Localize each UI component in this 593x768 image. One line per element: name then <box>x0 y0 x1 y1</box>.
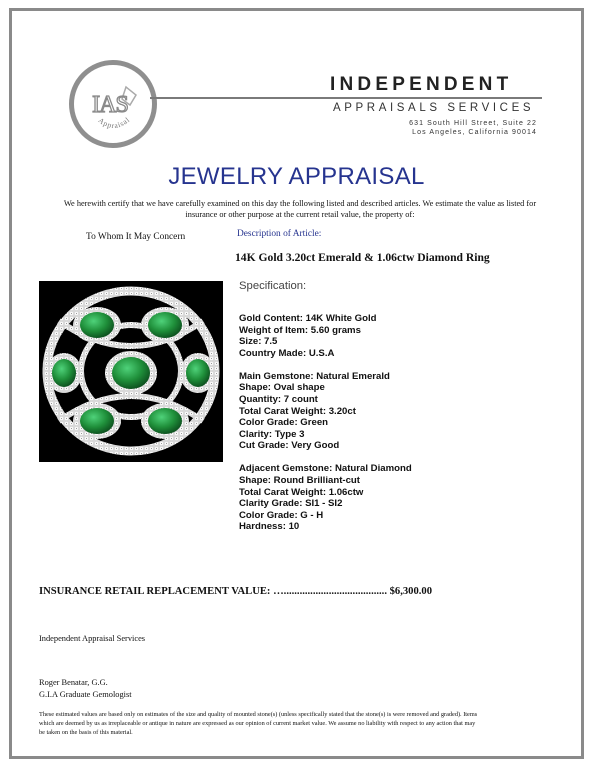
svg-text:IAS: IAS <box>92 92 128 118</box>
spec-line: Country Made: U.S.A <box>239 347 335 359</box>
header-rule <box>150 97 542 99</box>
spec-line: Adjacent Gemstone: Natural Diamond <box>239 463 412 475</box>
spec-line: Weight of Item: 5.60 grams <box>239 324 361 336</box>
spec-group-adjacent-gemstone <box>239 463 539 533</box>
spec-line: Color Grade: Green <box>239 417 329 429</box>
spec-line: Total Carat Weight: 3.20ct <box>239 405 356 417</box>
appraisal-certificate <box>9 8 584 759</box>
spec-line: Gold Content: 14K White Gold <box>239 313 377 324</box>
ring-photo <box>39 281 223 462</box>
spec-line: Total Carat Weight: 1.06ctw <box>239 486 364 498</box>
spec-line: Cut Grade: Very Good <box>239 440 340 452</box>
ias-logo <box>69 60 157 148</box>
ias-seal-icon <box>74 65 152 143</box>
spec-line: Shape: Round Brilliant-cut <box>239 474 360 486</box>
signer-name: Roger Benatar, G.G. <box>39 678 108 687</box>
description-label: Description of Article: <box>237 229 322 239</box>
spec-line: Size: 7.5 <box>239 336 278 348</box>
issuer-name: Independent Appraisal Services <box>39 634 146 643</box>
company-name: INDEPENDENT <box>330 74 513 95</box>
svg-text:Appraisal: Appraisal <box>96 115 132 131</box>
signer-title: G.I.A Graduate Gemologist <box>39 690 132 699</box>
recipient: To Whom It May Concern <box>86 232 186 242</box>
spec-group-main-gemstone <box>239 371 539 452</box>
replacement-value: INSURANCE RETAIL REPLACEMENT VALUE: …....................................... $6,300.00 <box>39 586 432 597</box>
company-subtitle: APPRAISALS SERVICES <box>333 102 535 114</box>
spec-group-metal <box>239 313 539 359</box>
spec-line: Clarity: Type 3 <box>239 428 305 440</box>
spec-line: Shape: Oval shape <box>239 382 325 394</box>
spec-line: Quantity: 7 count <box>239 393 318 405</box>
company-address-line2: Los Angeles, California 90014 <box>412 129 537 136</box>
emerald-ring-image <box>39 281 223 462</box>
specification-label: Specification: <box>239 280 307 292</box>
specification-list <box>239 313 539 544</box>
company-address-line1: 631 South Hill Street, Suite 22 <box>409 120 537 127</box>
spec-line: Color Grade: G - H <box>239 509 324 521</box>
certification-statement: We herewith certify that we have carefully examined on this day the following listed and described articles. We estimate the value as listed for insurance or other purpose at the current retail value, the property of: <box>63 199 537 219</box>
article-title: 14K Gold 3.20ct Emerald & 1.06ctw Diamond Ring <box>235 251 490 264</box>
disclaimer-text: These estimated values are based only on estimates of the size and quality of mounted stone(s) (unless specifically stated that the stone(s) is were removed and graded). Items which are deemed by us as irreplaceable or antique in nature are expressed as our opinion of current market value. We assume no liability with respect to any action that may be taken on the basis of this material. <box>39 711 478 736</box>
spec-line: Main Gemstone: Natural Emerald <box>239 370 390 382</box>
spec-line: Clarity Grade: SI1 - SI2 <box>239 498 343 510</box>
document-title: JEWELRY APPRAISAL <box>168 163 425 190</box>
spec-line: Hardness: 10 <box>239 521 300 533</box>
